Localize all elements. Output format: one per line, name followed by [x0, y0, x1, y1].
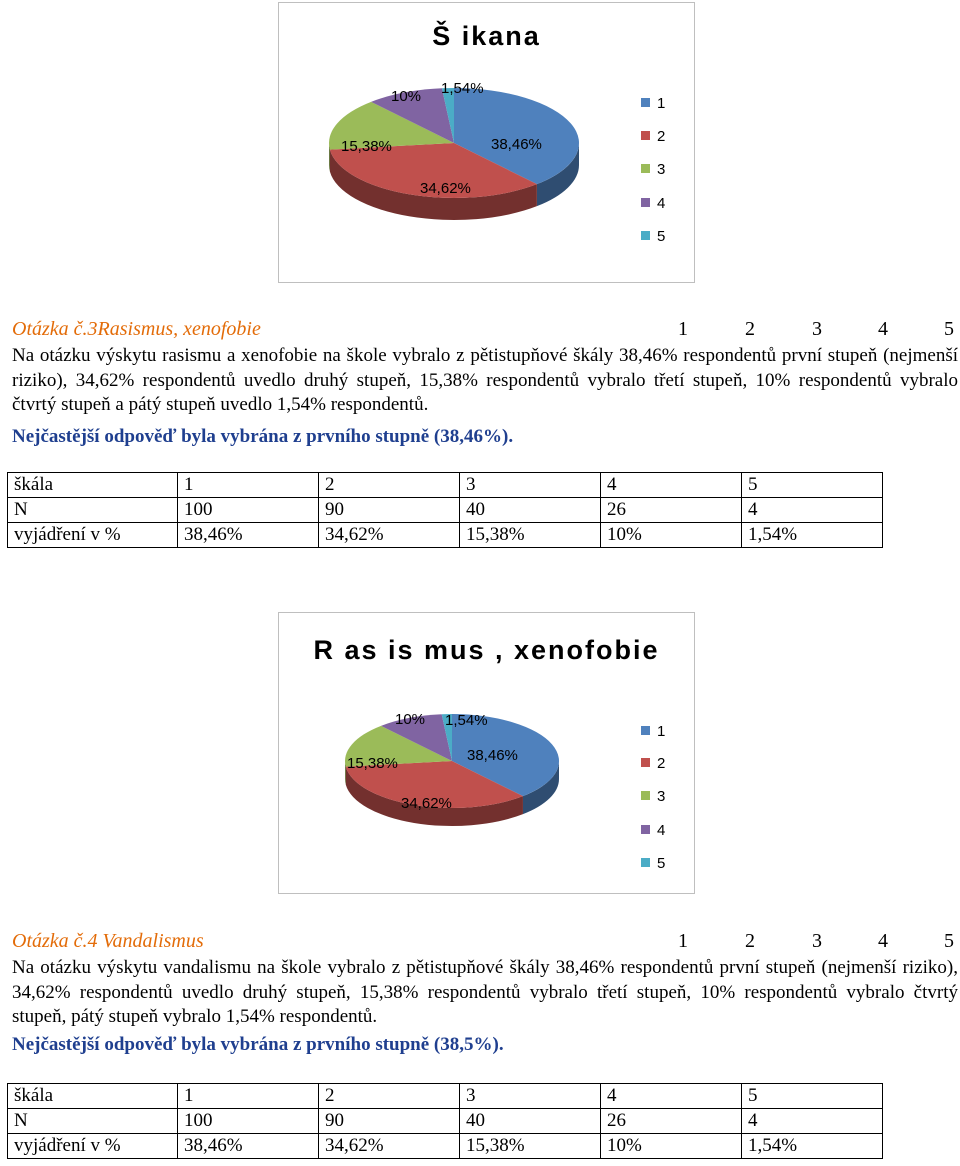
table-cell: 100	[178, 1109, 319, 1134]
conclusion: Nejčastější odpověď byla vybrána z prvního stupně (38,5%).	[12, 1034, 504, 1055]
table-cell: 5	[742, 473, 883, 498]
table-cell: 4	[601, 473, 742, 498]
table-cell: 1,54%	[742, 1134, 883, 1159]
table-cell: 40	[460, 1109, 601, 1134]
legend-item-3: 3	[641, 161, 665, 178]
question-title: Otázka č.3Rasismus, xenofobie	[12, 318, 261, 340]
table-cell: 38,46%	[178, 523, 319, 548]
legend-item-1: 1	[641, 723, 665, 740]
legend-item-1: 1	[641, 95, 665, 112]
table-cell: 34,62%	[319, 523, 460, 548]
table-cell: 4	[742, 1109, 883, 1134]
scale-5: 5	[944, 930, 954, 952]
table-cell: 4	[601, 1084, 742, 1109]
question-heading	[12, 318, 956, 341]
slice-label-2: 34,62%	[420, 180, 471, 197]
question-heading	[12, 930, 956, 953]
table-cell: 15,38%	[460, 523, 601, 548]
paragraph: Na otázku výskytu rasismu a xenofobie na škole vybralo z pětistupňové škály 38,46% respondentů první stupeň (nejmenší riziko), 34,62% respondentů uvedlo druhý stupeň, 15,38% respondentů vybralo třetí stupeň, 10% respondentů vybralo čtvrtý stupeň a pátý stupeň uvedlo 1,54% respondentů.	[12, 345, 958, 416]
scale-4: 4	[878, 318, 888, 340]
table-cell: 10%	[601, 1134, 742, 1159]
chart-rasismus	[278, 612, 695, 894]
slice-label-1: 38,46%	[467, 747, 518, 764]
scale-1: 1	[678, 930, 688, 952]
scale-2: 2	[745, 318, 755, 340]
legend-item-4: 4	[641, 822, 665, 839]
paragraph: Na otázku výskytu vandalismu na škole vybralo z pětistupňové škály 38,46% respondentů první stupeň (nejmenší riziko), 34,62% respondentů uvedlo druhý stupeň, 15,38% respondentů vybralo třetí stupeň, 10% respondentů vybralo čtvrtý stupeň, pátý stupeň vybralo 1,54% respondentů.	[12, 957, 958, 1028]
slice-label-3: 15,38%	[341, 138, 392, 155]
table-cell: 40	[460, 498, 601, 523]
slice-label-2: 34,62%	[401, 795, 452, 812]
table-cell: 10%	[601, 523, 742, 548]
table-cell: 2	[319, 1084, 460, 1109]
table-cell: 1	[178, 473, 319, 498]
table-cell: vyjádření v %	[8, 523, 178, 548]
chart-title: R as is mus , xenofobie	[313, 635, 660, 665]
table-cell: 1,54%	[742, 523, 883, 548]
slice-label-5: 1,54%	[441, 80, 484, 97]
table-cell: 15,38%	[460, 1134, 601, 1159]
slice-label-4: 10%	[395, 711, 426, 728]
scale-3: 3	[812, 318, 822, 340]
scale-3: 3	[812, 930, 822, 952]
table-row	[8, 1084, 883, 1109]
table-row	[8, 498, 883, 523]
table-cell: 3	[460, 1084, 601, 1109]
table-cell: 3	[460, 473, 601, 498]
scale-4: 4	[878, 930, 888, 952]
table-cell: 26	[601, 498, 742, 523]
table-cell: 1	[178, 1084, 319, 1109]
chart-title: Š ikana	[432, 21, 541, 51]
table-row	[8, 1109, 883, 1134]
table-cell: 2	[319, 473, 460, 498]
table-cell: škála	[8, 473, 178, 498]
table-cell: 4	[742, 498, 883, 523]
results-table	[7, 1083, 883, 1159]
legend-item-2: 2	[641, 755, 665, 772]
results-table	[7, 472, 883, 548]
legend-item-4: 4	[641, 195, 665, 212]
table-cell: 90	[319, 1109, 460, 1134]
legend-item-5: 5	[641, 855, 665, 872]
question-title: Otázka č.4 Vandalismus	[12, 930, 204, 952]
scale-5: 5	[944, 318, 954, 340]
table-cell: N	[8, 498, 178, 523]
chart-sikana	[278, 2, 695, 283]
table-cell: 100	[178, 498, 319, 523]
scale-1: 1	[678, 318, 688, 340]
slice-label-4: 10%	[391, 88, 422, 105]
table-cell: 26	[601, 1109, 742, 1134]
table-cell: škála	[8, 1084, 178, 1109]
legend-item-2: 2	[641, 128, 665, 145]
table-cell: 5	[742, 1084, 883, 1109]
legend-item-3: 3	[641, 788, 665, 805]
table-row	[8, 1134, 883, 1159]
table-cell: vyjádření v %	[8, 1134, 178, 1159]
legend-item-5: 5	[641, 228, 665, 245]
conclusion: Nejčastější odpověď byla vybrána z prvního stupně (38,46%).	[12, 426, 514, 447]
scale-2: 2	[745, 930, 755, 952]
slice-label-1: 38,46%	[491, 136, 542, 153]
table-cell: 34,62%	[319, 1134, 460, 1159]
table-row	[8, 523, 883, 548]
table-cell: N	[8, 1109, 178, 1134]
table-row	[8, 473, 883, 498]
table-cell: 90	[319, 498, 460, 523]
table-cell: 38,46%	[178, 1134, 319, 1159]
slice-label-3: 15,38%	[347, 755, 398, 772]
slice-label-5: 1,54%	[445, 712, 488, 729]
